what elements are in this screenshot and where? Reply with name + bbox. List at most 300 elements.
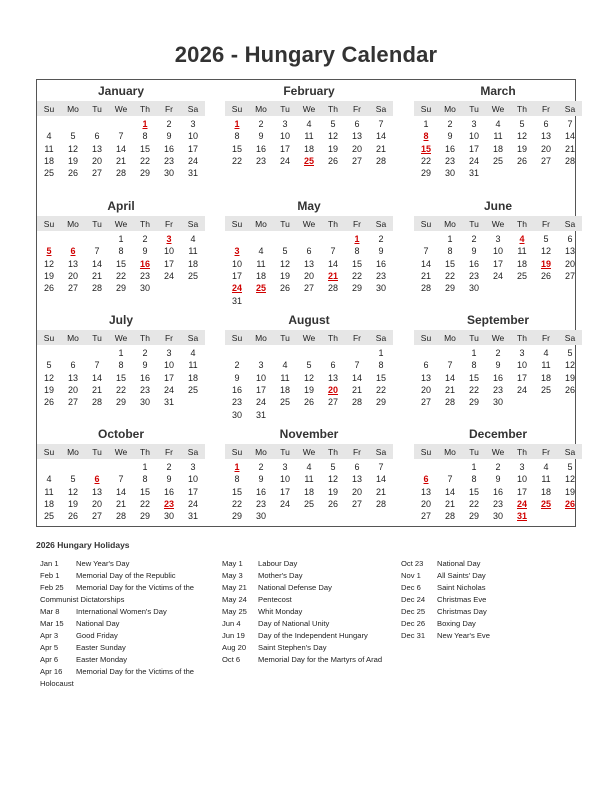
weekday-label: Fr	[541, 447, 551, 457]
day-cell: 18	[187, 372, 198, 383]
month-july	[37, 313, 205, 423]
day-cell: 14	[115, 143, 126, 154]
day-cell: 27	[327, 397, 338, 408]
day-cell: 11	[541, 360, 551, 371]
weekday-label: Su	[231, 447, 243, 457]
day-cell: 29	[420, 168, 431, 179]
holiday-name: Labour Day	[258, 559, 298, 568]
day-cell: 6	[70, 360, 76, 371]
day-cell: 14	[420, 258, 431, 269]
weekday-label: Th	[140, 333, 150, 343]
day-cell: 1	[118, 348, 124, 358]
weekday-label: Su	[231, 104, 243, 114]
day-cell: 21	[444, 384, 455, 395]
day-cell: 8	[471, 360, 477, 371]
day-cell: 25	[279, 397, 290, 408]
day-cell: 10	[516, 360, 527, 371]
day-cell: 23	[444, 155, 455, 166]
weekday-label: Mo	[444, 447, 456, 457]
holiday-name: All Saints' Day	[437, 571, 486, 580]
holiday-date: Mar 8	[40, 607, 60, 616]
day-cell: 21	[375, 143, 386, 154]
month-name: May	[297, 199, 321, 213]
day-cell: 22	[115, 384, 126, 395]
holiday-day-cell: 24	[516, 498, 527, 509]
day-cell: 7	[567, 119, 573, 129]
day-cell: 9	[234, 372, 240, 383]
month-november	[225, 427, 393, 537]
weekday-label: Fr	[164, 333, 174, 343]
day-cell: 18	[540, 372, 551, 383]
day-cell: 21	[91, 384, 102, 395]
day-cell: 16	[492, 372, 503, 383]
weekday-label: Th	[517, 447, 527, 457]
weekday-label: Mo	[255, 104, 267, 114]
month-name: February	[283, 84, 335, 98]
day-cell: 2	[378, 234, 384, 244]
weekday-label: Th	[517, 333, 527, 343]
holiday-name: Saint Nicholas	[437, 583, 486, 592]
weekday-label: Mo	[67, 219, 79, 229]
holiday-date: Apr 3	[40, 631, 59, 640]
day-cell: 30	[163, 511, 174, 522]
holiday-date: Apr 6	[40, 655, 59, 664]
day-cell: 10	[163, 360, 174, 371]
weekday-label: Fr	[541, 104, 551, 114]
day-cell: 22	[231, 155, 242, 166]
holiday-date: Jun 4	[222, 619, 241, 628]
holiday-day-cell: 16	[139, 258, 150, 269]
day-cell: 30	[139, 283, 150, 294]
holiday-date: Dec 24	[401, 595, 426, 604]
day-cell: 7	[423, 246, 429, 257]
weekday-label: Tu	[280, 333, 290, 343]
day-cell: 3	[190, 119, 196, 129]
day-cell: 21	[420, 270, 431, 281]
day-cell: 9	[142, 360, 148, 371]
holiday-day-cell: 31	[516, 511, 527, 522]
day-cell: 2	[166, 462, 172, 472]
month-december	[414, 427, 582, 537]
weekday-label: Su	[43, 219, 55, 229]
weekday-label: Th	[328, 447, 338, 457]
day-cell: 4	[543, 462, 549, 472]
day-cell: 27	[564, 270, 575, 281]
day-cell: 27	[91, 168, 102, 179]
holiday-date: May 21	[222, 583, 247, 592]
day-cell: 27	[420, 397, 431, 408]
holiday-day-cell: 23	[163, 498, 174, 509]
day-cell: 19	[564, 372, 575, 383]
day-cell: 10	[492, 246, 503, 257]
weekday-label: We	[302, 104, 316, 114]
day-cell: 23	[231, 397, 242, 408]
day-cell: 29	[115, 397, 126, 408]
day-cell: 3	[495, 234, 501, 244]
holiday-day-cell: 5	[46, 246, 52, 257]
weekday-label: We	[114, 104, 128, 114]
holiday-date: Dec 25	[401, 607, 426, 616]
holiday-day-cell: 20	[327, 384, 338, 395]
day-cell: 26	[43, 397, 54, 408]
weekday-label: Fr	[164, 104, 174, 114]
weekday-label: We	[491, 447, 505, 457]
holiday-day-cell: 3	[166, 234, 172, 244]
holiday-name: Pentecost	[258, 595, 292, 604]
weekday-label: Mo	[444, 104, 456, 114]
day-cell: 22	[139, 155, 150, 166]
day-cell: 7	[94, 246, 100, 257]
day-cell: 1	[471, 348, 477, 358]
day-cell: 26	[564, 384, 575, 395]
day-cell: 9	[258, 131, 264, 142]
weekday-label: Fr	[541, 219, 551, 229]
day-cell: 28	[327, 283, 338, 294]
day-cell: 20	[564, 258, 575, 269]
day-cell: 21	[444, 498, 455, 509]
day-cell: 4	[282, 360, 288, 371]
day-cell: 19	[303, 384, 314, 395]
day-cell: 30	[375, 283, 386, 294]
weekday-label: Tu	[469, 219, 479, 229]
weekday-label: Su	[43, 447, 55, 457]
weekday-label: Th	[140, 104, 150, 114]
weekday-label: Sa	[187, 333, 199, 343]
day-cell: 18	[43, 498, 54, 509]
weekday-header	[414, 330, 582, 345]
day-cell: 8	[142, 474, 148, 485]
day-cell: 15	[139, 143, 150, 154]
weekday-label: Su	[420, 104, 432, 114]
day-cell: 23	[139, 270, 150, 281]
holiday-date: Feb 25	[40, 583, 64, 592]
day-cell: 13	[351, 131, 362, 142]
day-cell: 14	[375, 131, 386, 142]
day-cell: 9	[258, 474, 264, 485]
day-cell: 15	[231, 486, 242, 497]
holiday-name: Boxing Day	[437, 619, 476, 628]
day-cell: 11	[280, 372, 290, 383]
day-cell: 19	[43, 384, 54, 395]
weekday-label: We	[302, 447, 316, 457]
day-cell: 14	[327, 258, 338, 269]
holiday-name: Memorial Day for the Victims of the	[76, 583, 195, 592]
day-cell: 24	[255, 397, 266, 408]
day-cell: 12	[43, 258, 54, 269]
day-cell: 17	[163, 258, 174, 269]
day-cell: 24	[163, 270, 174, 281]
day-cell: 25	[492, 155, 503, 166]
day-cell: 23	[468, 270, 479, 281]
day-cell: 15	[444, 258, 455, 269]
holiday-day-cell: 24	[231, 283, 242, 294]
day-cell: 29	[444, 283, 455, 294]
day-cell: 12	[67, 143, 78, 154]
day-cell: 24	[279, 155, 290, 166]
weekday-header	[414, 101, 582, 116]
holiday-day-cell: 1	[234, 119, 240, 129]
day-cell: 17	[516, 486, 527, 497]
day-cell: 22	[420, 155, 431, 166]
day-cell: 20	[420, 498, 431, 509]
weekday-label: Th	[328, 333, 338, 343]
day-cell: 20	[67, 384, 78, 395]
holiday-date: Oct 23	[401, 559, 424, 568]
weekday-label: Th	[328, 219, 338, 229]
holiday-name: Memorial Day of the Republic	[76, 571, 176, 580]
day-cell: 27	[67, 283, 78, 294]
day-cell: 17	[231, 270, 242, 281]
day-cell: 8	[142, 131, 148, 142]
day-cell: 2	[166, 119, 172, 129]
holiday-name: New Year's Day	[76, 559, 130, 568]
day-cell: 13	[327, 372, 338, 383]
day-cell: 12	[279, 258, 290, 269]
day-cell: 22	[468, 498, 479, 509]
day-cell: 2	[258, 119, 264, 129]
day-cell: 25	[303, 498, 314, 509]
day-cell: 6	[567, 234, 573, 244]
day-cell: 6	[94, 131, 100, 142]
day-cell: 11	[517, 246, 527, 257]
month-name: April	[107, 199, 135, 213]
day-cell: 13	[67, 372, 78, 383]
holiday-day-cell: 6	[70, 246, 76, 257]
day-cell: 29	[351, 283, 362, 294]
day-cell: 11	[541, 474, 551, 485]
holiday-day-cell: 25	[540, 498, 551, 509]
holiday-date: May 24	[222, 595, 247, 604]
weekday-label: We	[302, 333, 316, 343]
day-cell: 5	[46, 360, 52, 371]
weekday-header	[414, 216, 582, 231]
weekday-label: Mo	[255, 219, 267, 229]
day-cell: 14	[375, 474, 386, 485]
day-cell: 19	[67, 155, 78, 166]
month-name: July	[108, 313, 133, 327]
holiday-day-cell: 8	[423, 131, 429, 142]
day-cell: 5	[282, 246, 288, 257]
day-cell: 31	[231, 295, 242, 306]
holiday-date: Apr 16	[40, 667, 63, 676]
weekday-label: Th	[517, 104, 527, 114]
day-cell: 5	[519, 119, 525, 129]
holiday-day-cell: 1	[354, 234, 360, 244]
month-august	[225, 313, 393, 423]
day-cell: 13	[67, 258, 78, 269]
day-cell: 2	[495, 462, 501, 472]
day-cell: 11	[304, 131, 314, 142]
holiday-day-cell: 6	[423, 474, 429, 485]
day-cell: 3	[282, 119, 288, 129]
weekday-header	[37, 444, 205, 459]
day-cell: 1	[142, 462, 148, 472]
holiday-day-cell: 26	[564, 498, 575, 509]
holiday-date: Oct 6	[222, 655, 241, 664]
holiday-date: Feb 1	[40, 571, 60, 580]
day-cell: 26	[67, 168, 78, 179]
day-cell: 7	[118, 131, 124, 142]
holiday-name: National Day	[76, 619, 120, 628]
holiday-date: Dec 26	[401, 619, 426, 628]
day-cell: 22	[351, 270, 362, 281]
day-cell: 19	[43, 270, 54, 281]
day-cell: 23	[492, 498, 503, 509]
weekday-label: We	[114, 333, 128, 343]
day-cell: 21	[351, 384, 362, 395]
day-cell: 5	[330, 119, 336, 129]
day-cell: 12	[540, 246, 551, 257]
day-cell: 27	[420, 511, 431, 522]
page-title: 2026 - Hungary Calendar	[174, 42, 438, 67]
day-cell: 30	[163, 168, 174, 179]
holiday-name-continued: Communist Dictatorships	[40, 595, 125, 604]
day-cell: 29	[139, 168, 150, 179]
day-cell: 17	[492, 258, 503, 269]
weekday-label: Tu	[469, 104, 479, 114]
day-cell: 30	[255, 511, 266, 522]
day-cell: 13	[564, 246, 575, 257]
day-cell: 12	[327, 474, 338, 485]
day-cell: 29	[115, 283, 126, 294]
day-cell: 25	[516, 270, 527, 281]
holiday-day-cell: 25	[255, 283, 266, 294]
day-cell: 14	[115, 486, 126, 497]
holiday-name: National Day	[437, 559, 481, 568]
month-october	[37, 427, 205, 537]
day-cell: 15	[139, 486, 150, 497]
holiday-date: May 25	[222, 607, 247, 616]
holiday-day-cell: 15	[420, 143, 431, 154]
day-cell: 15	[468, 372, 479, 383]
day-cell: 27	[351, 155, 362, 166]
day-cell: 10	[279, 131, 290, 142]
day-cell: 24	[163, 384, 174, 395]
holiday-name: National Defense Day	[258, 583, 332, 592]
day-cell: 13	[91, 143, 102, 154]
holiday-name: Easter Monday	[76, 655, 128, 664]
day-cell: 15	[115, 258, 126, 269]
holiday-name: Saint Stephen's Day	[258, 643, 327, 652]
holiday-name: Mother's Day	[258, 571, 303, 580]
day-cell: 7	[354, 360, 360, 371]
day-cell: 5	[70, 131, 76, 142]
weekday-label: Tu	[280, 447, 290, 457]
day-cell: 2	[471, 234, 477, 244]
weekday-label: Sa	[564, 104, 576, 114]
day-cell: 11	[304, 474, 314, 485]
weekday-label: Tu	[280, 104, 290, 114]
weekday-header	[225, 444, 393, 459]
month-name: September	[466, 313, 530, 327]
day-cell: 10	[163, 246, 174, 257]
holiday-day-cell: 6	[94, 474, 100, 485]
day-cell: 1	[378, 348, 384, 358]
month-january	[37, 84, 205, 194]
holiday-date: Aug 20	[222, 643, 247, 652]
holiday-name-continued: Holocaust	[40, 679, 74, 688]
day-cell: 10	[468, 131, 479, 142]
weekday-label: Mo	[444, 333, 456, 343]
day-cell: 8	[447, 246, 453, 257]
holiday-name: Day of National Unity	[258, 619, 330, 628]
day-cell: 16	[163, 486, 174, 497]
weekday-label: Fr	[164, 219, 174, 229]
weekday-label: Tu	[92, 104, 102, 114]
day-cell: 2	[142, 234, 148, 244]
day-cell: 13	[91, 486, 102, 497]
day-cell: 19	[327, 143, 338, 154]
day-cell: 27	[540, 155, 551, 166]
day-cell: 16	[492, 486, 503, 497]
day-cell: 9	[142, 246, 148, 257]
day-cell: 31	[255, 409, 266, 420]
day-cell: 28	[91, 397, 102, 408]
holiday-date: Jun 19	[222, 631, 245, 640]
day-cell: 4	[46, 131, 52, 142]
weekday-label: Fr	[352, 447, 362, 457]
day-cell: 7	[330, 246, 336, 257]
day-cell: 20	[420, 384, 431, 395]
weekday-label: Sa	[375, 219, 387, 229]
weekday-label: Sa	[375, 104, 387, 114]
day-cell: 4	[495, 119, 501, 129]
weekday-label: Mo	[444, 219, 456, 229]
day-cell: 3	[519, 348, 525, 358]
weekday-label: Tu	[92, 447, 102, 457]
day-cell: 8	[471, 474, 477, 485]
day-cell: 17	[255, 384, 266, 395]
weekday-label: Su	[231, 333, 243, 343]
weekday-label: Mo	[67, 447, 79, 457]
day-cell: 9	[166, 131, 172, 142]
weekday-label: Sa	[564, 447, 576, 457]
day-cell: 12	[67, 486, 78, 497]
day-cell: 6	[306, 246, 312, 257]
weekday-label: We	[114, 447, 128, 457]
holiday-date: Nov 1	[401, 571, 421, 580]
holiday-date: May 3	[222, 571, 243, 580]
day-cell: 23	[163, 155, 174, 166]
weekday-label: Tu	[280, 219, 290, 229]
day-cell: 6	[330, 360, 336, 371]
day-cell: 14	[91, 372, 102, 383]
holiday-day-cell: 1	[234, 462, 240, 472]
day-cell: 14	[351, 372, 362, 383]
weekday-label: Sa	[564, 333, 576, 343]
holiday-name: New Year's Eve	[437, 631, 490, 640]
day-cell: 19	[327, 486, 338, 497]
day-cell: 16	[375, 258, 386, 269]
day-cell: 10	[187, 131, 198, 142]
month-name: June	[483, 199, 512, 213]
day-cell: 17	[279, 486, 290, 497]
day-cell: 16	[139, 372, 150, 383]
day-cell: 17	[468, 143, 479, 154]
month-september	[414, 313, 582, 423]
weekday-label: Fr	[352, 333, 362, 343]
day-cell: 2	[142, 348, 148, 358]
day-cell: 30	[492, 511, 503, 522]
day-cell: 22	[375, 384, 386, 395]
day-cell: 18	[279, 384, 290, 395]
day-cell: 3	[190, 462, 196, 472]
day-cell: 16	[163, 143, 174, 154]
weekday-label: Sa	[564, 219, 576, 229]
day-cell: 28	[91, 283, 102, 294]
weekday-label: Tu	[469, 447, 479, 457]
calendar-grid	[36, 79, 576, 527]
